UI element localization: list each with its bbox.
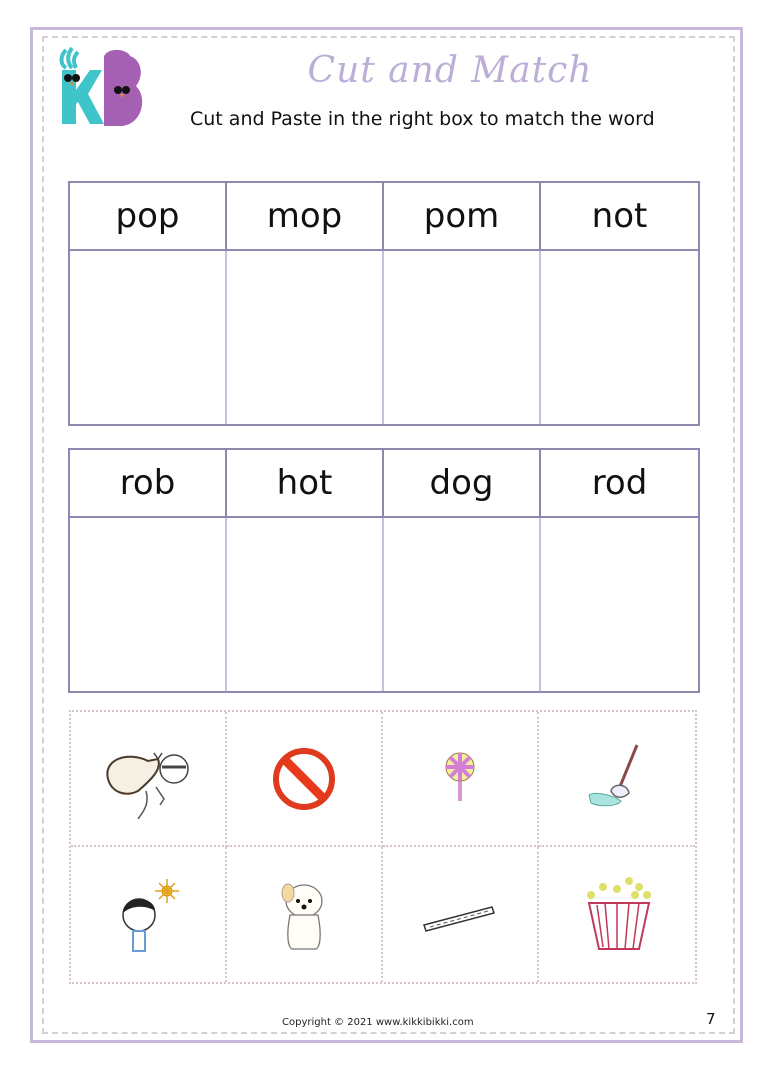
word-cell: pom <box>384 183 541 251</box>
paste-box[interactable] <box>70 518 227 691</box>
paste-box[interactable] <box>384 518 541 691</box>
no-sign-icon <box>269 744 339 814</box>
copyright: Copyright © 2021 www.kikkibikki.com <box>282 1017 474 1028</box>
pompom-icon <box>440 749 480 809</box>
paste-box[interactable] <box>541 251 698 424</box>
paste-box[interactable] <box>541 518 698 691</box>
word-cell: hot <box>227 450 384 518</box>
instructions: Cut and Paste in the right box to match the word <box>190 108 655 130</box>
card-rod[interactable] <box>383 847 539 982</box>
word-cell: not <box>541 183 698 251</box>
word-table-1 <box>68 181 700 426</box>
paste-box[interactable] <box>70 251 227 424</box>
card-no-sign[interactable] <box>227 712 383 847</box>
card-dog[interactable] <box>227 847 383 982</box>
word-cell: pop <box>70 183 227 251</box>
hot-boy-sun-icon <box>113 875 183 955</box>
cutout-cards <box>69 710 697 984</box>
kb-logo-icon <box>52 46 148 130</box>
page-number: 7 <box>706 1010 716 1028</box>
rod-icon <box>420 895 500 935</box>
word-cell: rod <box>541 450 698 518</box>
card-robber[interactable] <box>71 712 227 847</box>
word-cell: rob <box>70 450 227 518</box>
card-mop[interactable] <box>539 712 695 847</box>
card-pompom[interactable] <box>383 712 539 847</box>
popcorn-icon <box>577 875 657 955</box>
paste-box[interactable] <box>227 251 384 424</box>
card-hot-boy[interactable] <box>71 847 227 982</box>
page-title: Cut and Match <box>307 50 593 91</box>
word-cell: dog <box>384 450 541 518</box>
mop-icon <box>577 739 657 819</box>
dog-icon <box>274 875 334 955</box>
word-table-2 <box>68 448 700 693</box>
paste-box[interactable] <box>227 518 384 691</box>
paste-box[interactable] <box>384 251 541 424</box>
word-cell: mop <box>227 183 384 251</box>
robber-with-sack-icon <box>98 739 198 819</box>
card-popcorn[interactable] <box>539 847 695 982</box>
